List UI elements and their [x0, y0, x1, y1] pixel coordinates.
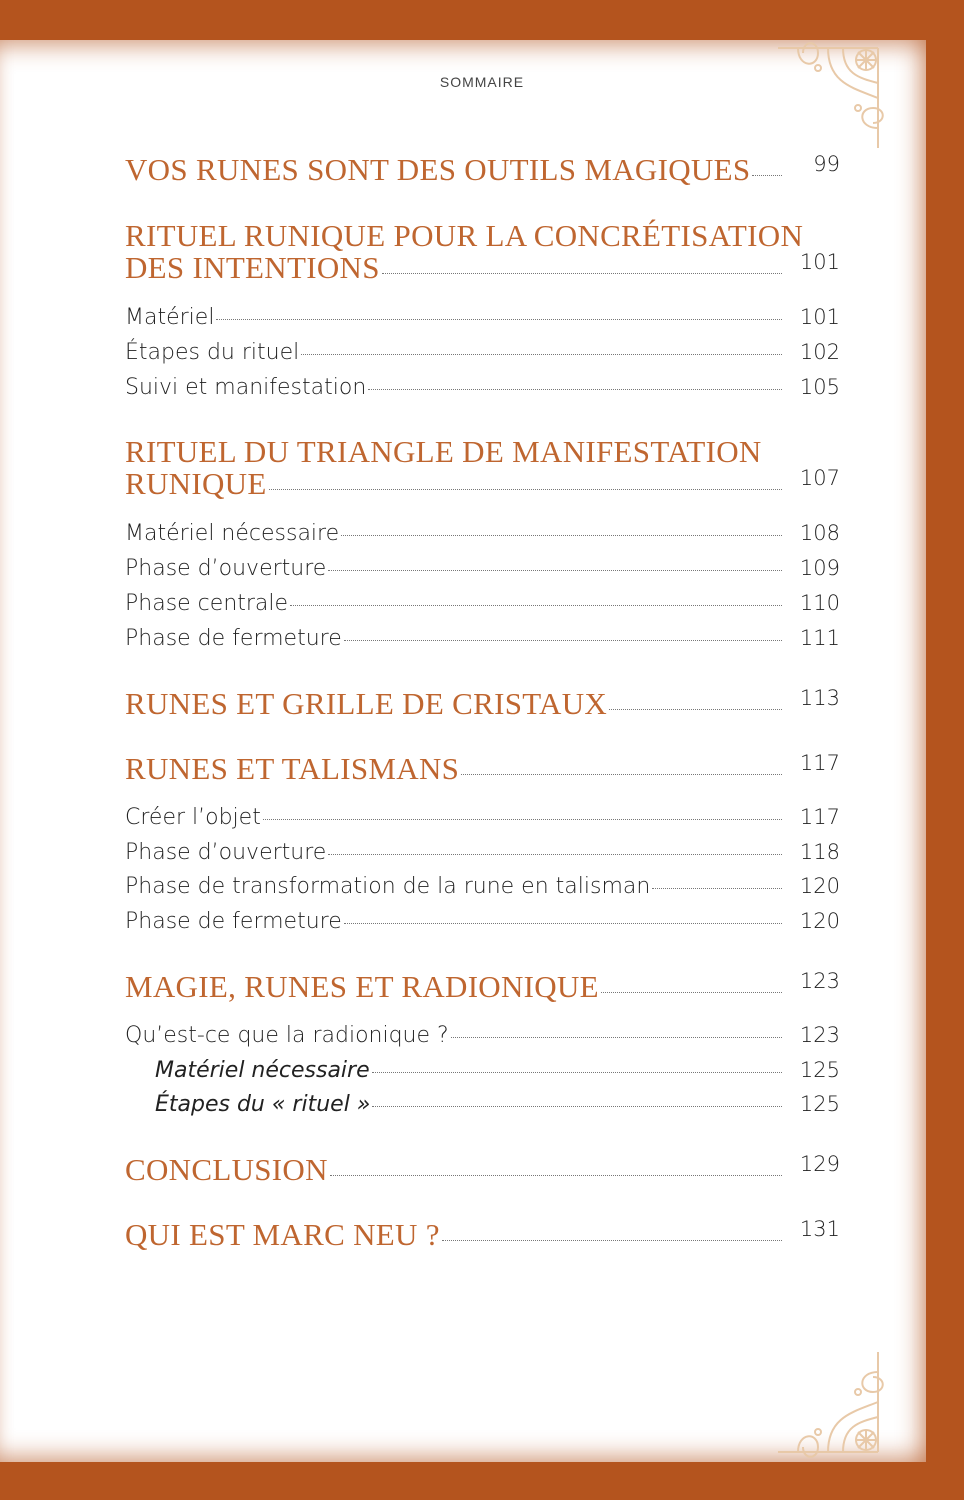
dot-leader [263, 819, 782, 820]
chapter-title: VOS RUNES SONT DES OUTILS MAGIQUES [125, 152, 751, 187]
section-title: Phase de fermeture [125, 626, 342, 651]
page-number: 123 [799, 969, 840, 993]
toc-entry-chapter[interactable] [125, 969, 840, 1005]
chapter-title: QUI EST MARC NEU ? [125, 1217, 440, 1252]
dot-leader [442, 1240, 782, 1241]
dot-leader [330, 1175, 782, 1176]
dot-leader [382, 273, 782, 274]
dot-leader [216, 319, 782, 320]
running-head: SOMMAIRE [439, 74, 525, 90]
page-number: 131 [799, 1217, 840, 1241]
toc-entry-chapter[interactable] [125, 686, 840, 722]
subsection-title: Matériel nécessaire [155, 1058, 370, 1083]
page-number: 129 [799, 1152, 840, 1176]
toc-entry-chapter[interactable] [125, 152, 840, 188]
section-title: Matériel nécessaire [125, 521, 340, 546]
dot-leader [609, 709, 782, 710]
toc-entry-section[interactable] [125, 375, 840, 400]
dot-leader [601, 992, 782, 993]
corner-flourish-ornament-icon [758, 28, 898, 168]
dot-leader [328, 570, 782, 571]
page-number: 117 [799, 751, 840, 775]
page-number: 118 [799, 840, 840, 864]
dot-leader [328, 854, 782, 855]
chapter-title: MAGIE, RUNES ET RADIONIQUE [125, 969, 599, 1004]
toc-entry-section[interactable] [125, 591, 840, 616]
chapter-title-line2: DES INTENTIONS [125, 250, 380, 285]
page-number: 113 [799, 686, 840, 710]
page-number: 117 [799, 805, 840, 829]
dot-leader [301, 354, 782, 355]
section-title: Suivi et manifestation [125, 375, 367, 400]
toc-entry-chapter[interactable] [125, 1152, 840, 1188]
section-title: Phase d’ouverture [125, 556, 327, 581]
subsection-title: Étapes du « rituel » [155, 1092, 371, 1117]
page-number: 108 [799, 521, 840, 545]
toc-entry-section[interactable] [125, 626, 840, 651]
page-number: 120 [799, 909, 840, 933]
page-number: 105 [799, 375, 840, 399]
page-number: 109 [799, 556, 840, 580]
toc-entry-section[interactable] [125, 340, 840, 365]
page-number: 125 [799, 1058, 840, 1082]
section-title: Phase de transformation de la rune en talisman [125, 874, 651, 899]
toc-entry-section[interactable] [125, 840, 840, 865]
dot-leader [451, 1037, 782, 1038]
dot-leader [461, 774, 782, 775]
page-number: 120 [799, 874, 840, 898]
page-number: 99 [813, 152, 840, 176]
chapter-title: CONCLUSION [125, 1152, 328, 1187]
page-number: 101 [799, 250, 840, 274]
dot-leader [368, 389, 782, 390]
toc-entry-section[interactable] [125, 805, 840, 830]
dot-leader [344, 640, 782, 641]
toc-entry-section[interactable] [125, 874, 840, 899]
dot-leader [752, 175, 782, 176]
chapter-title-line1: RITUEL DU TRIANGLE DE MANIFESTATION [125, 434, 762, 469]
dot-leader [344, 923, 782, 924]
chapter-title: RUNES ET TALISMANS [125, 751, 460, 786]
section-title: Phase centrale [125, 591, 289, 616]
chapter-title: RUNES ET GRILLE DE CRISTAUX [125, 686, 608, 721]
dot-leader [290, 605, 782, 606]
dot-leader [652, 888, 782, 889]
page-number: 110 [799, 591, 840, 615]
toc-entry-section[interactable] [125, 521, 840, 546]
chapter-title-line1: RITUEL RUNIQUE POUR LA CONCRÉTISATION [125, 218, 804, 253]
section-title: Qu’est-ce que la radionique ? [125, 1023, 449, 1048]
page-number: 101 [799, 305, 840, 329]
section-title: Matériel [125, 305, 215, 330]
page-number: 123 [799, 1023, 840, 1047]
section-title: Créer l’objet [125, 805, 261, 830]
section-title: Phase de fermeture [125, 909, 342, 934]
toc-entry-section[interactable] [125, 909, 840, 934]
section-title: Phase d’ouverture [125, 840, 327, 865]
toc-entry-section[interactable] [125, 1023, 840, 1048]
toc-entry-subsection[interactable] [125, 1058, 840, 1083]
page-number: 111 [799, 626, 840, 650]
page-number: 107 [799, 466, 840, 490]
dot-leader [269, 489, 782, 490]
chapter-title-line2: RUNIQUE [125, 466, 267, 501]
page-number: 125 [799, 1092, 840, 1116]
dot-leader [372, 1072, 782, 1073]
corner-flourish-ornament-icon [758, 1332, 898, 1472]
toc-entry-chapter[interactable] [125, 250, 840, 286]
toc-entry-chapter[interactable] [125, 751, 840, 787]
dot-leader [341, 535, 782, 536]
page-number: 102 [799, 340, 840, 364]
section-title: Étapes du rituel [125, 340, 300, 365]
toc-entry-chapter[interactable] [125, 466, 840, 502]
toc-entry-chapter[interactable] [125, 1217, 840, 1253]
toc-entry-section[interactable] [125, 305, 840, 330]
dot-leader [372, 1106, 782, 1107]
toc-entry-subsection[interactable] [125, 1092, 840, 1117]
toc-entry-section[interactable] [125, 556, 840, 581]
